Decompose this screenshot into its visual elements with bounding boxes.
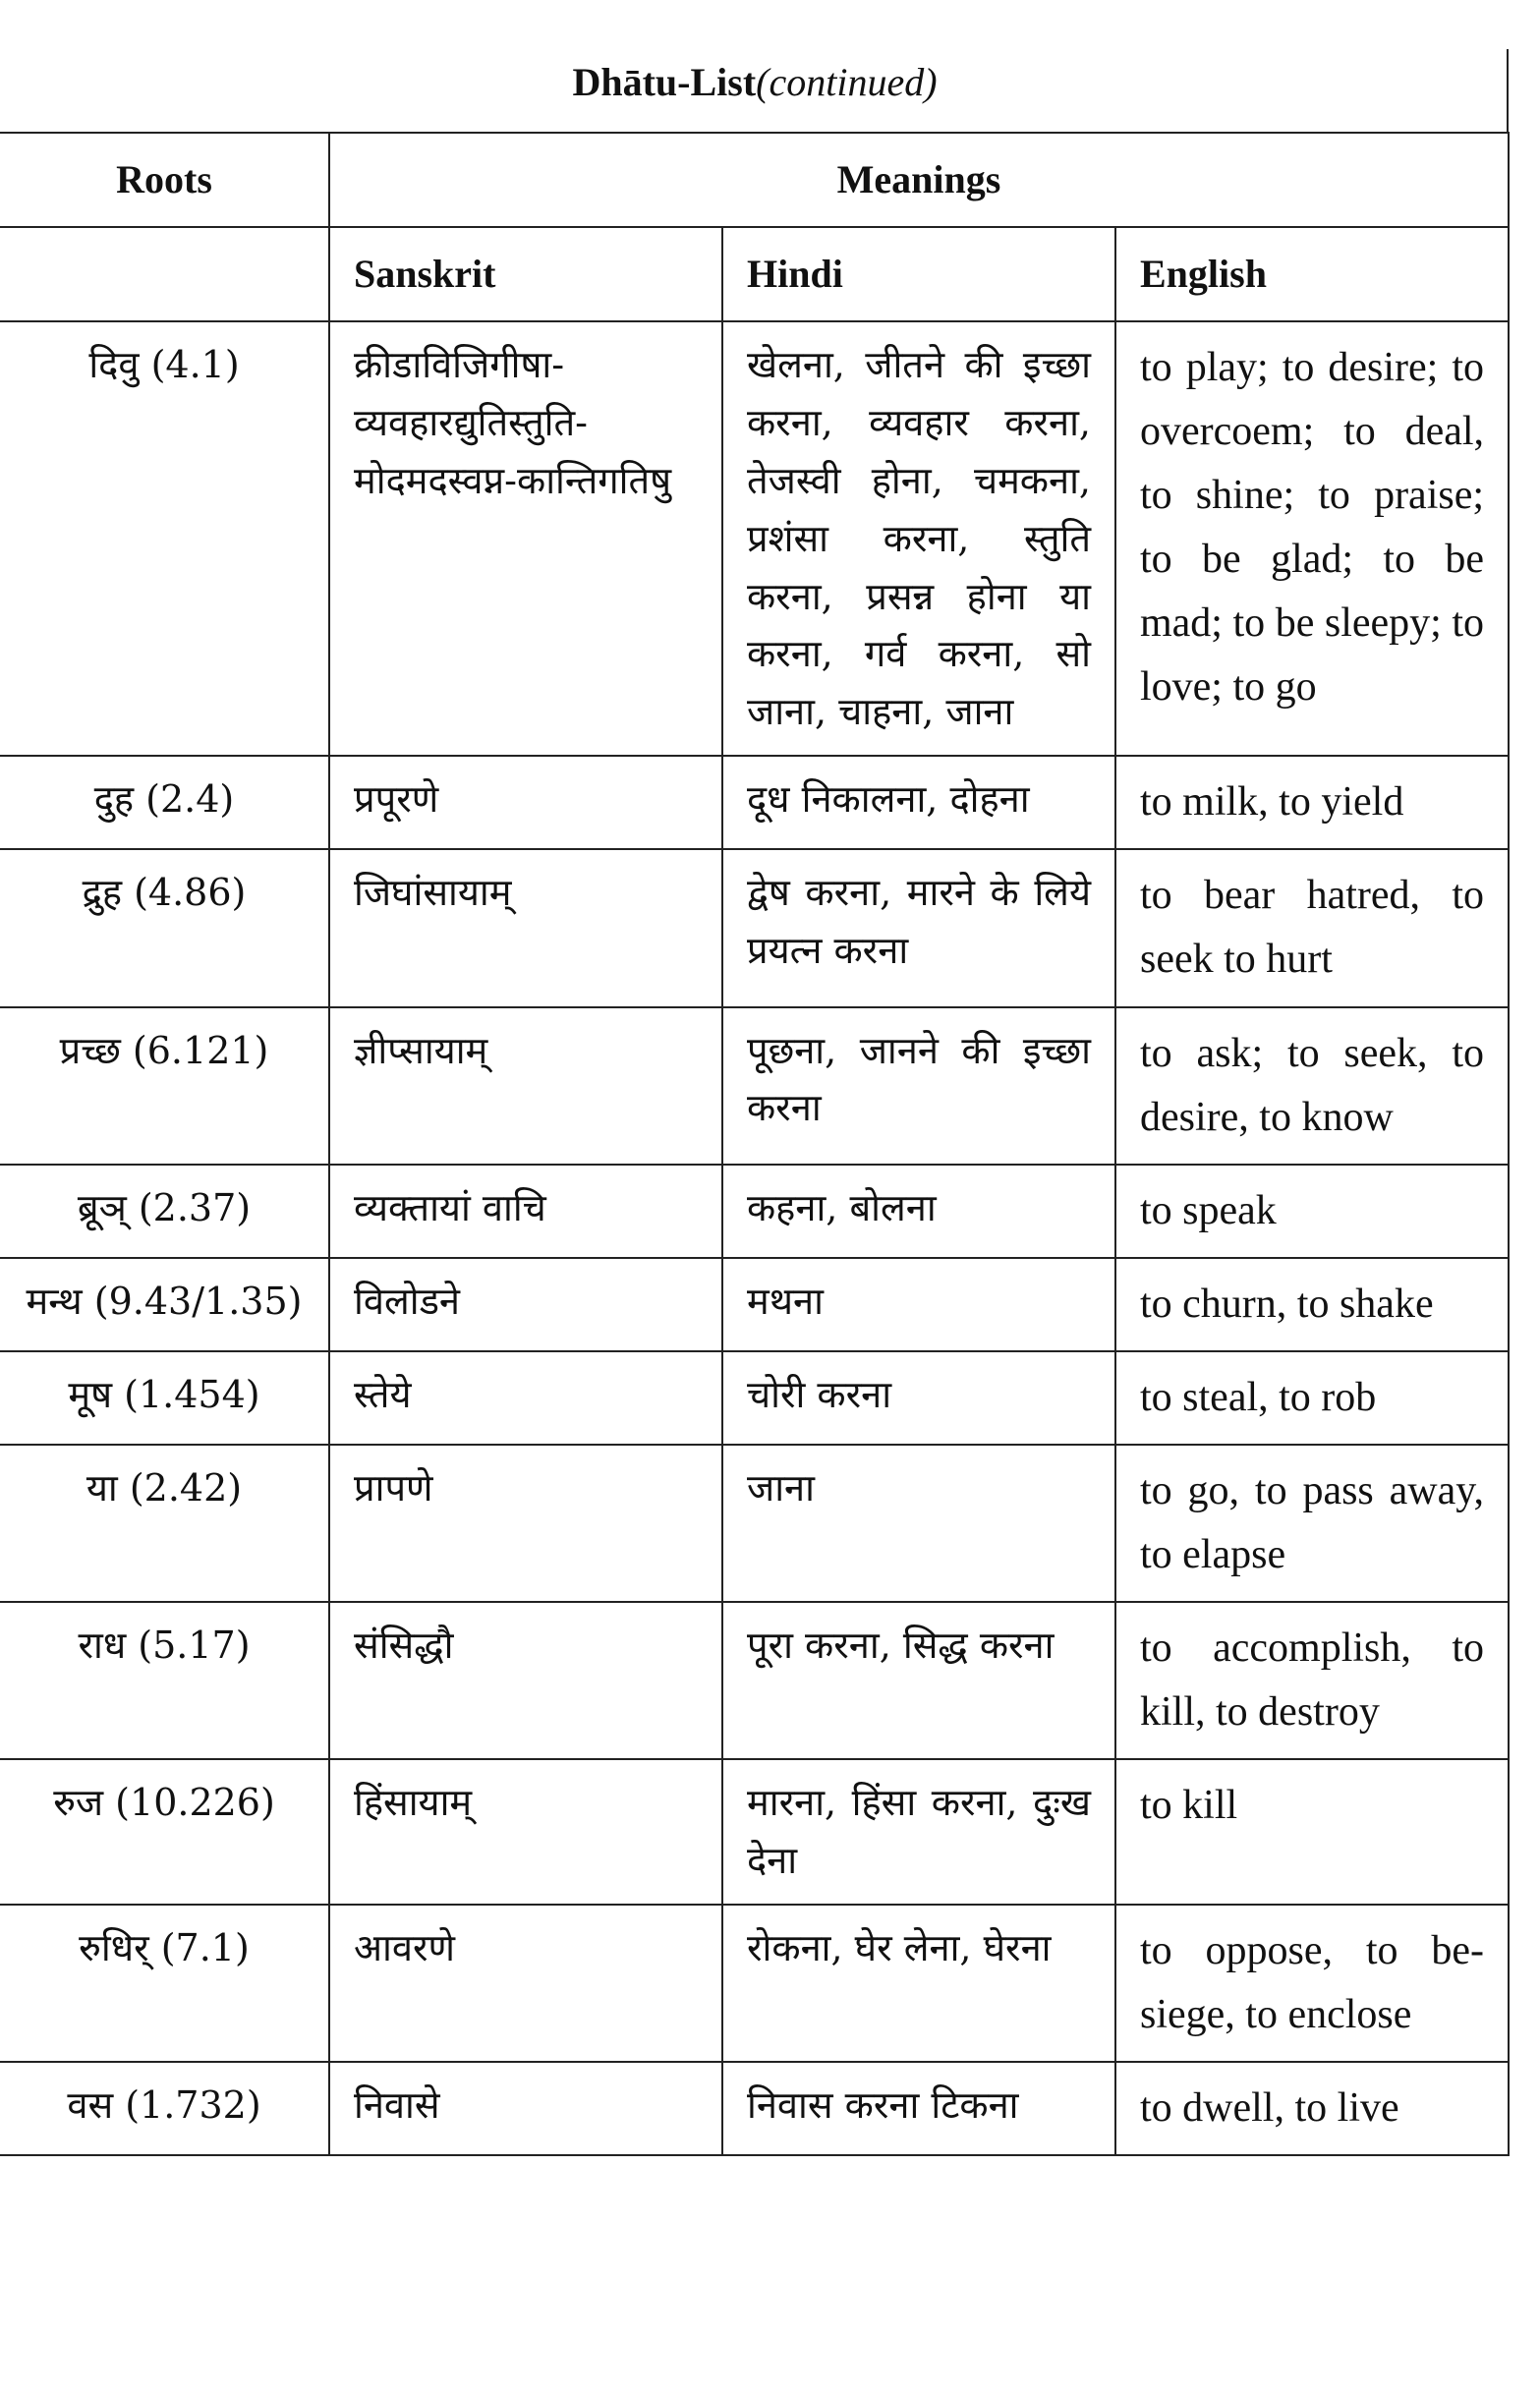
english-cell: to go, to pass away, to elapse — [1115, 1445, 1509, 1602]
table-row — [0, 1165, 1509, 1258]
hindi-cell: मारना, हिंसा करना, दुःख देना — [722, 1759, 1115, 1905]
english-header: English — [1115, 227, 1509, 321]
table-row — [0, 756, 1509, 849]
table-right-rule — [1507, 49, 1509, 132]
english-cell: to kill — [1115, 1759, 1509, 1905]
sanskrit-cell: हिंसायाम् — [329, 1759, 722, 1905]
root-cell: ब्रूञ् (2.37) — [0, 1165, 329, 1258]
root-cell: मूष (1.454) — [0, 1351, 329, 1445]
sanskrit-cell: विलोडने — [329, 1258, 722, 1351]
hindi-cell: द्वेष करना, मारने के लिये प्रयत्न करना — [722, 849, 1115, 1006]
hindi-header: Hindi — [722, 227, 1115, 321]
subheader-row — [0, 227, 1509, 321]
sanskrit-cell: आवरणे — [329, 1905, 722, 2062]
table-row — [0, 1007, 1509, 1165]
caption-suffix: (continued) — [756, 60, 938, 104]
meanings-header: Meanings — [329, 133, 1509, 227]
sanskrit-cell: ज्ञीप्सायाम् — [329, 1007, 722, 1165]
table-row — [0, 1445, 1509, 1602]
english-cell: to ask; to seek, to desire, to know — [1115, 1007, 1509, 1165]
root-cell: दुह (2.4) — [0, 756, 329, 849]
sanskrit-cell: जिघांसायाम् — [329, 849, 722, 1006]
root-cell: प्रच्छ (6.121) — [0, 1007, 329, 1165]
hindi-cell: पूरा करना, सिद्ध करना — [722, 1602, 1115, 1759]
hindi-cell: जाना — [722, 1445, 1115, 1602]
table-row — [0, 1258, 1509, 1351]
header-row — [0, 133, 1509, 227]
sanskrit-cell: व्यक्तायां वाचि — [329, 1165, 722, 1258]
root-cell: या (2.42) — [0, 1445, 329, 1602]
table-row — [0, 2062, 1509, 2155]
english-cell: to churn, to shake — [1115, 1258, 1509, 1351]
table-row — [0, 1351, 1509, 1445]
sanskrit-cell: क्रीडाविजिगीषा-व्यवहारद्युतिस्तुति-मोदमदस्वप्न-कान्तिगतिषु — [329, 321, 722, 756]
empty-header-cell — [0, 227, 329, 321]
hindi-cell: चोरी करना — [722, 1351, 1115, 1445]
root-cell: मन्थ (9.43/1.35) — [0, 1258, 329, 1351]
english-cell: to milk, to yield — [1115, 756, 1509, 849]
english-cell: to steal, to rob — [1115, 1351, 1509, 1445]
hindi-cell: मथना — [722, 1258, 1115, 1351]
table-row — [0, 1759, 1509, 1905]
root-cell: द्रुह (4.86) — [0, 849, 329, 1006]
english-cell: to dwell, to live — [1115, 2062, 1509, 2155]
root-cell: राध (5.17) — [0, 1602, 329, 1759]
hindi-cell: पूछना, जानने की इच्छा करना — [722, 1007, 1115, 1165]
root-cell: दिवु (4.1) — [0, 321, 329, 756]
caption-title: Dhātu-List — [572, 60, 757, 104]
english-cell: to play; to desire; to overcoem; to deal, to shine; to praise; to be glad; to be mad; to be sleepy; to love; to go — [1115, 321, 1509, 756]
roots-header: Roots — [0, 133, 329, 227]
table-row — [0, 1602, 1509, 1759]
sanskrit-cell: प्रापणे — [329, 1445, 722, 1602]
root-cell: वस (1.732) — [0, 2062, 329, 2155]
hindi-cell: दूध निकालना, दोहना — [722, 756, 1115, 849]
hindi-cell: कहना, बोलना — [722, 1165, 1115, 1258]
table-row — [0, 1905, 1509, 2062]
sanskrit-header: Sanskrit — [329, 227, 722, 321]
english-cell: to speak — [1115, 1165, 1509, 1258]
table-row — [0, 321, 1509, 756]
sanskrit-cell: प्रपूरणे — [329, 756, 722, 849]
sanskrit-cell: संसिद्धौ — [329, 1602, 722, 1759]
english-cell: to oppose, to be-siege, to enclose — [1115, 1905, 1509, 2062]
root-cell: रुधिर् (7.1) — [0, 1905, 329, 2062]
table-caption — [0, 59, 1510, 105]
hindi-cell: रोकना, घेर लेना, घेरना — [722, 1905, 1115, 2062]
dhatu-table — [0, 132, 1510, 2156]
sanskrit-cell: स्तेये — [329, 1351, 722, 1445]
sanskrit-cell: निवासे — [329, 2062, 722, 2155]
root-cell: रुज (10.226) — [0, 1759, 329, 1905]
hindi-cell: खेलना, जीतने की इच्छा करना, व्यवहार करना, तेजस्वी होना, चमकना, प्रशंसा करना, स्तुति करना, प्रसन्न होना या करना, गर्व करना, सो जाना, चाहना, जाना — [722, 321, 1115, 756]
table-row — [0, 849, 1509, 1006]
hindi-cell: निवास करना टिकना — [722, 2062, 1115, 2155]
english-cell: to bear hatred, to seek to hurt — [1115, 849, 1509, 1006]
english-cell: to accomplish, to kill, to destroy — [1115, 1602, 1509, 1759]
